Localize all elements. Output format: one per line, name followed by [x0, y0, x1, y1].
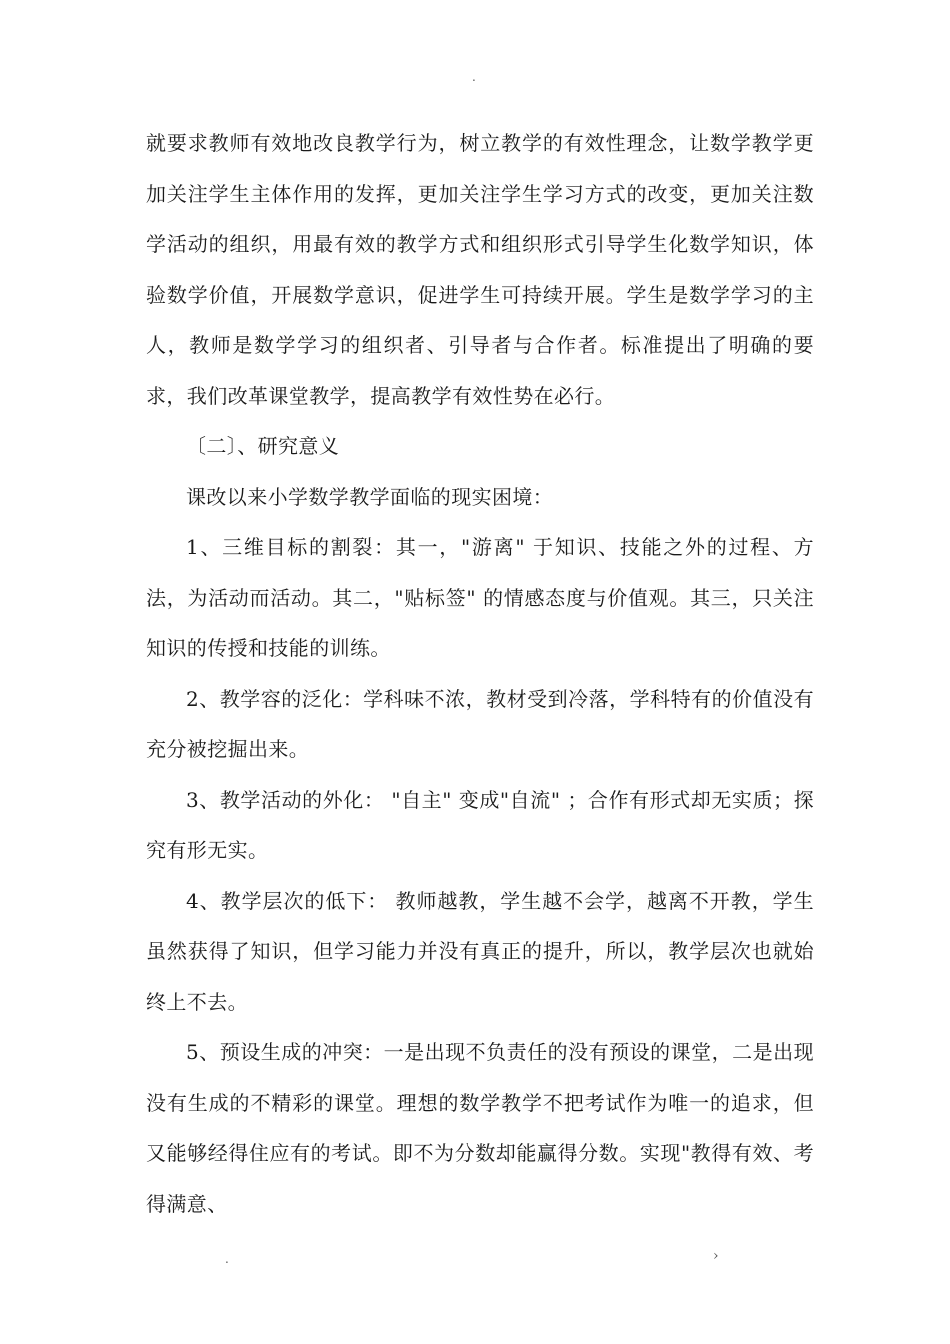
list-item-2: 2、教学容的泛化：学科味不浓，教材受到冷落，学科特有的价值没有充分被挖掘出来。: [146, 686, 814, 761]
list-item-3: 3、教学活动的外化： "自主" 变成"自流" ；合作有形式却无实质；探究有形无实。: [146, 787, 814, 862]
paragraph-1: 就要求教师有效地改良教学行为，树立教学的有效性理念，让数学教学更加关注学生主体作用的发挥，更加关注学生学习方式的改变，更加关注数学活动的组织，用最有效的教学方式和组织形式引导学生化数学知识，体验数学价值，开展数学意识，促进学生可持续开展。学生是数学学习的主人，教师是数学学习的组织者、引导者与合作者。标准提出了明确的要求，我们改革课堂教学，提高教学有效性势在必行。: [146, 131, 814, 408]
footer-mark-right: ›: [713, 1248, 719, 1264]
paragraph-intro: 课改以来小学数学教学面临的现实困境：: [186, 484, 554, 509]
list-item-4: 4、教学层次的低下： 教师越教，学生越不会学，越离不开教，学生虽然获得了知识，但学习能力并没有真正的提升，所以，教学层次也就始终上不去。: [146, 888, 814, 1014]
list-item-1: 1、三维目标的割裂：其一，"游离" 于知识、技能之外的过程、方法，为活动而活动。其二，"贴标签" 的情感态度与价值观。其三，只关注知识的传授和技能的训练。: [146, 535, 814, 660]
body-text: [146, 118, 814, 1229]
section-heading: 〔二〕、研究意义: [186, 434, 340, 458]
list-item-5: 5、预设生成的冲突：一是出现不负责任的没有预设的课堂，二是出现没有生成的不精彩的课堂。理想的数学教学不把考试作为唯一的追求，但又能够经得住应有的考试。即不为分数却能赢得分数。实现"教得有效、考得满意、: [146, 1040, 814, 1216]
header-mark: .: [472, 70, 476, 84]
footer-mark-left: .: [225, 1252, 229, 1266]
